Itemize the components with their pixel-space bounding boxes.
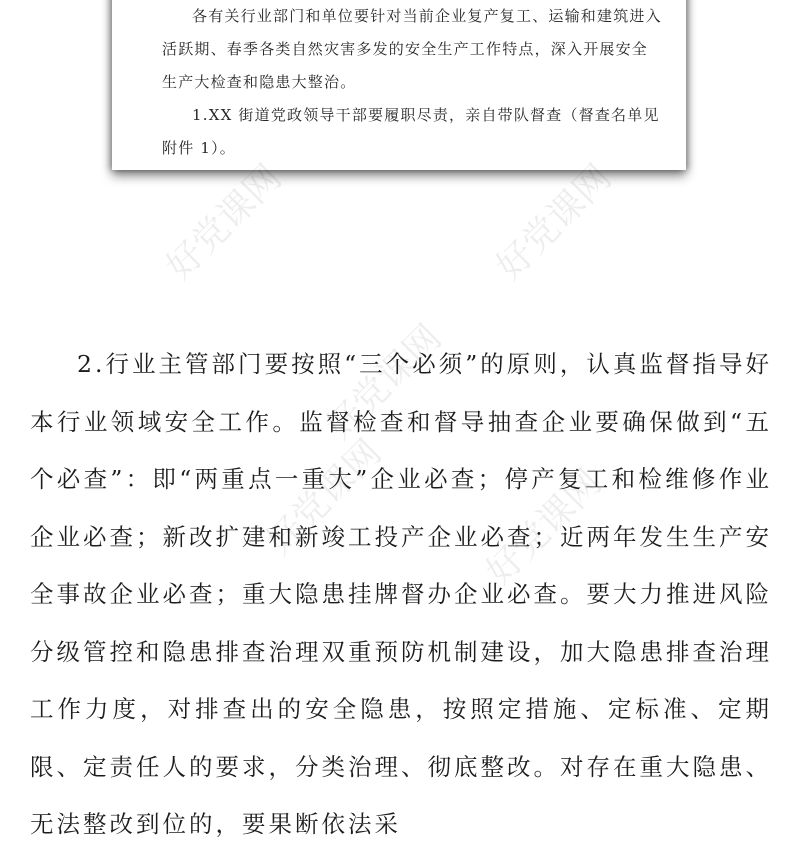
- body-paragraph: 2.行业主管部门要按照“三个必须”的原则，认真监督指导好本行业领域安全工作。监督检查和督导抽查企业要确保做到“五个必查”：即“两重点一重大”企业必查；停产复工和检维修作业企业必查；新改扩建和新竣工投产企业必查；近两年发生生产安全事故企业必查；重大隐患挂牌督办企业必查。要大力推进风险分级管控和隐患排查治理双重预防机制建设，加大隐患排查治理工作力度，对排查出的安全隐患，按照定措施、定标准、定期限、定责任人的要求，分类治理、彻底整改。对存在重大隐患、无法整改到位的，要果断依法采: [30, 350, 772, 838]
- watermark: 好党课网: [158, 157, 290, 289]
- watermark: 好党课网: [478, 462, 610, 594]
- preview-text: [162, 0, 662, 165]
- watermark: 好党课网: [488, 157, 620, 289]
- watermark: 好党课网: [318, 317, 450, 449]
- preview-paragraph-2: 1.XX 街道党政领导干部要履职尽责，亲自带队督查（督查名单见附件 1）。: [162, 106, 660, 157]
- preview-paragraph-1: 各有关行业部门和单位要针对当前企业复产复工、运输和建筑进入活跃期、春季各类自然灾害多发的安全生产工作特点，深入开展安全生产大检查和隐患大整治。: [162, 7, 662, 91]
- body-text: [30, 336, 772, 854]
- document-preview-card: [112, 0, 686, 170]
- watermark: 好党课网: [258, 432, 390, 564]
